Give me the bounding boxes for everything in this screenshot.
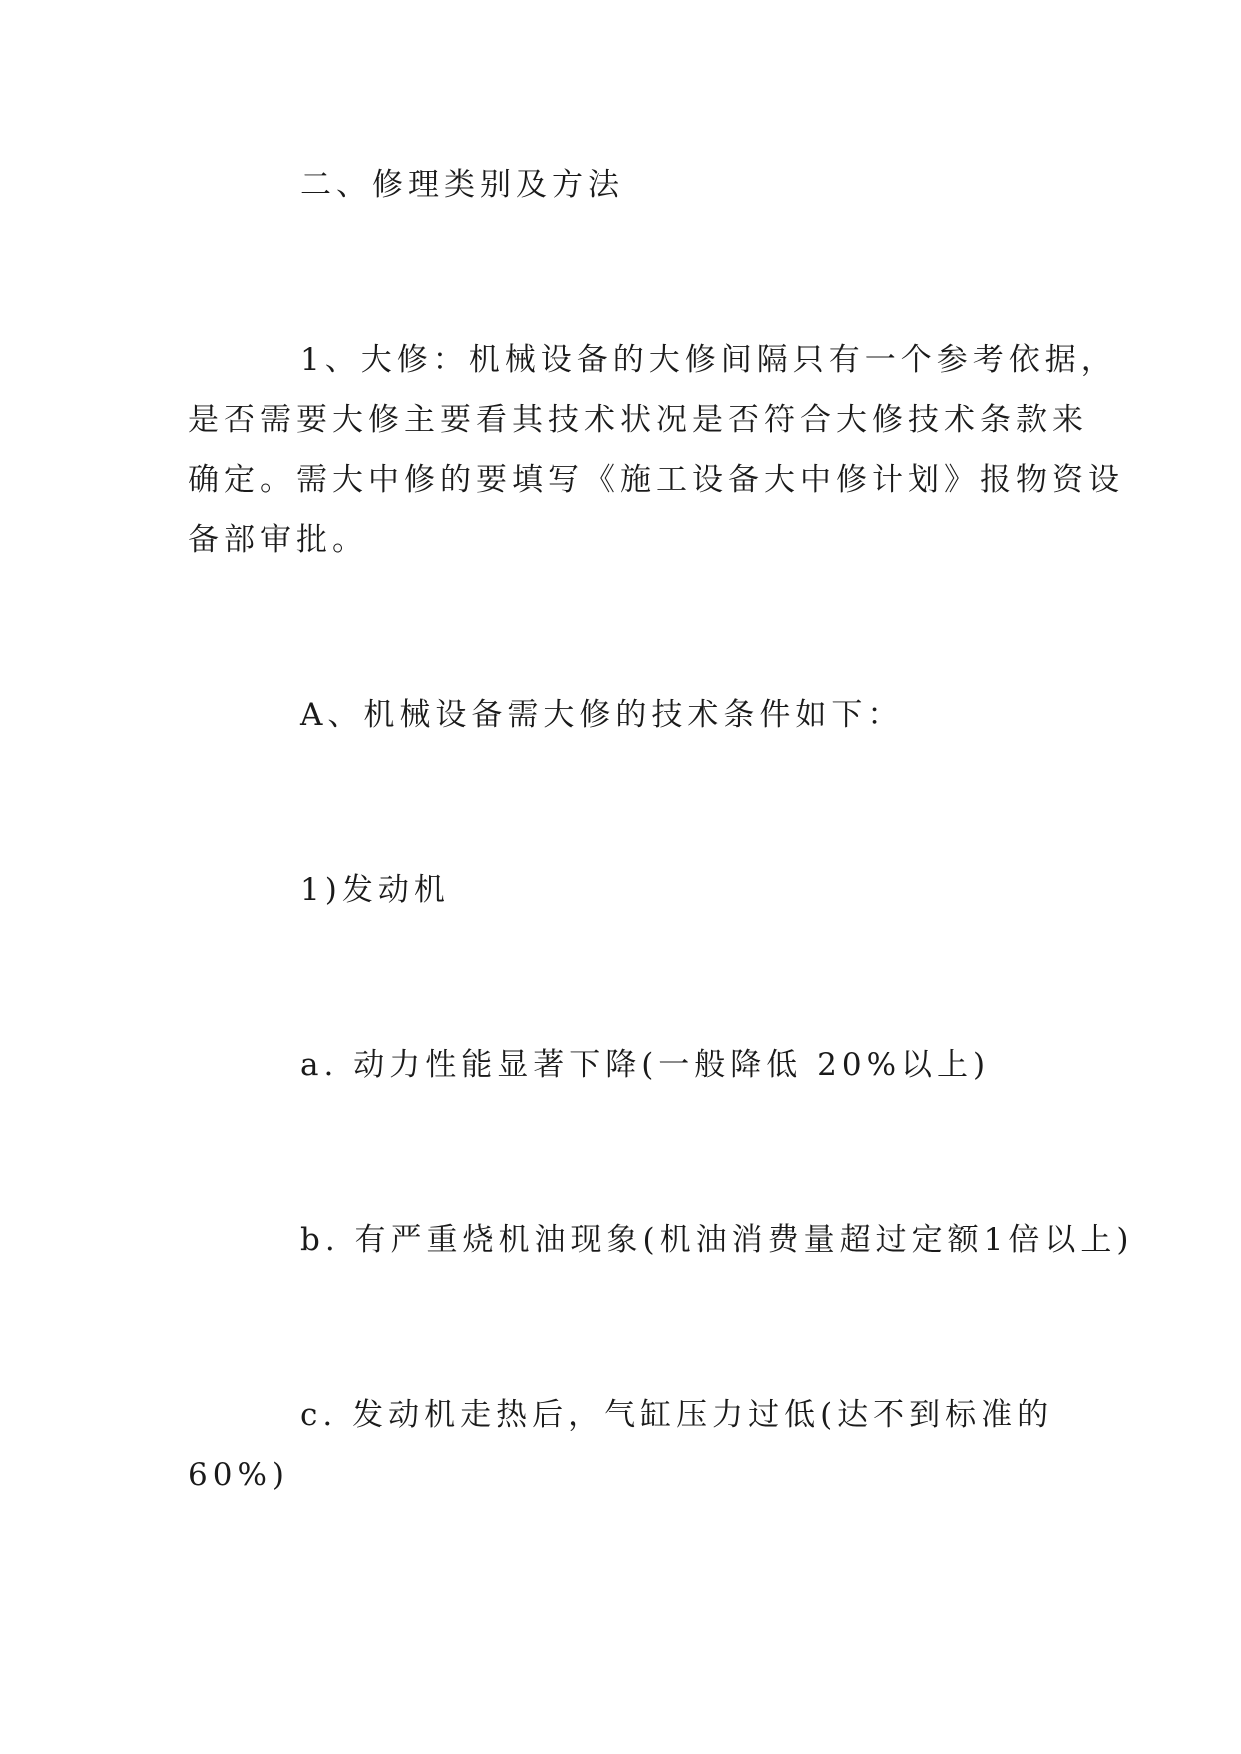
section-heading: 二、修理类别及方法 bbox=[300, 167, 624, 203]
section-a-title: A、机械设备需大修的技术条件如下： bbox=[300, 697, 904, 733]
paragraph-1-line-4: 备部审批。 bbox=[188, 522, 368, 558]
list-item-b: b. 有严重烧机油现象(机油消费量超过定额1倍以上) bbox=[300, 1222, 1134, 1258]
list-item-c-line-2: 60%) bbox=[188, 1457, 289, 1493]
paragraph-1-line-3: 确定。需大中修的要填写《施工设备大中修计划》报物资设 bbox=[188, 462, 1124, 498]
list-item-c-line-1: c. 发动机走热后，气缸压力过低(达不到标准的 bbox=[300, 1397, 1054, 1433]
list-item-engine: 1)发动机 bbox=[300, 872, 450, 908]
list-item-a: a. 动力性能显著下降(一般降低 20%以上) bbox=[300, 1047, 991, 1083]
paragraph-1-line-1: 1、大修：机械设备的大修间隔只有一个参考依据， bbox=[300, 342, 1117, 378]
paragraph-1-line-2: 是否需要大修主要看其技术状况是否符合大修技术条款来 bbox=[188, 402, 1088, 438]
